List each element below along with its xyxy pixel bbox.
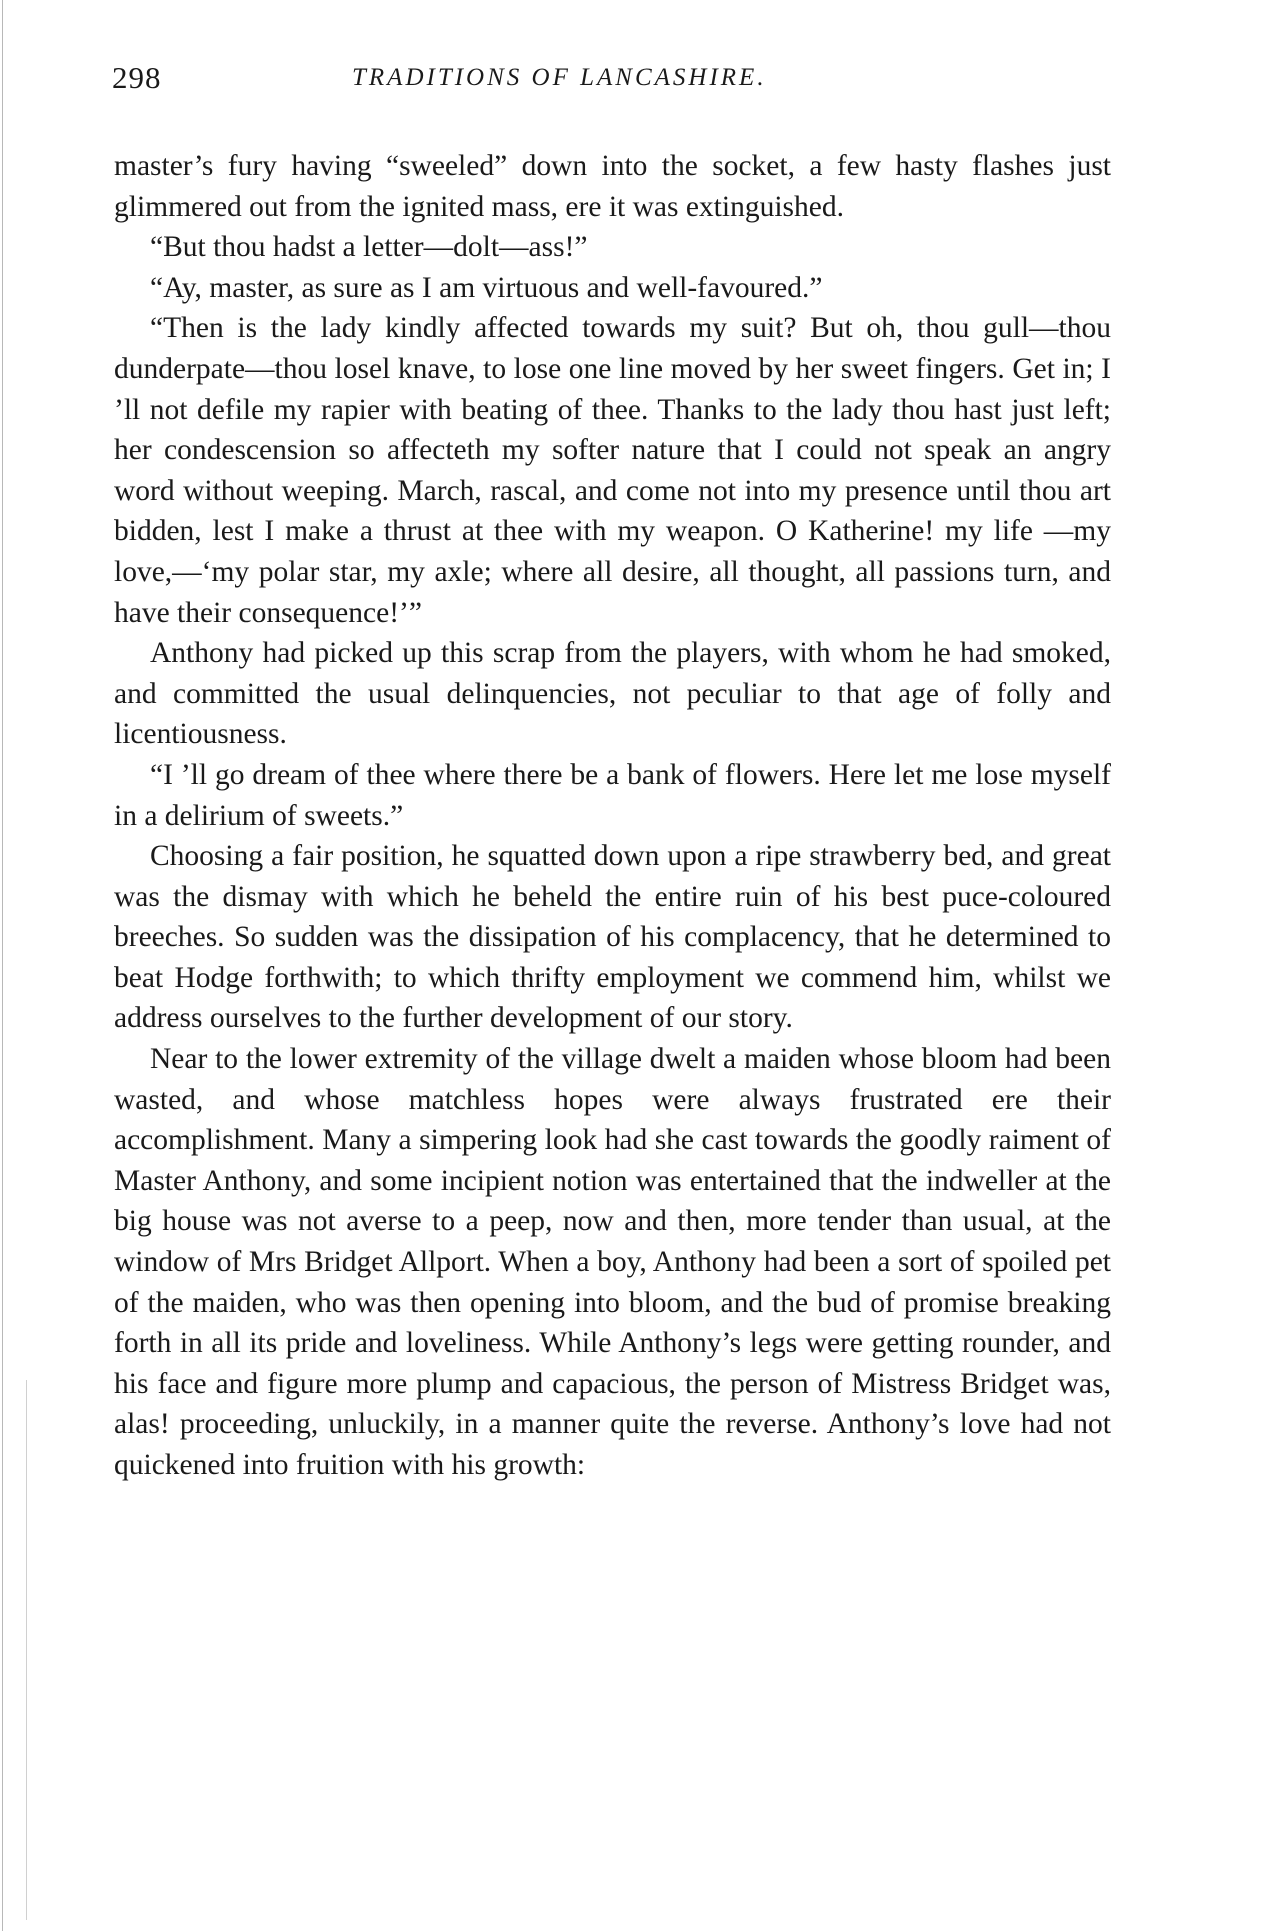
page-number: 298: [112, 60, 162, 95]
paragraph: Near to the lower extremity of the village dwelt a maiden whose bloom had been wasted, and whose matchless hopes were always frustrated ere their accomplishment. Many a simpering look had she cast towards the goodly raiment of Master Anthony, and some incipient notion was entertained that the indweller at the big house was not averse to a peep, now and then, more tender than usual, at the window of Mrs Bridget Allport. When a boy, Anthony had been a sort of spoiled pet of the maiden, who was then opening into bloom, and the bud of promise breaking forth in all its pride and loveliness. While Anthony’s legs were getting rounder, and his face and figure more plump and capacious, the person of Mistress Bridget was, alas! proceeding, unluckily, in a manner quite the reverse. Anthony’s love had not quickened into fruition with his growth:: [114, 1043, 1111, 1481]
running-head: TRADITIONS OF LANCASHIRE.: [352, 64, 767, 91]
page-edge-shadow: [26, 1380, 27, 1920]
paragraph-dialogue: “I ’ll go dream of thee where there be a bank of flowers. Here let me lose myself in a delirium of sweets.”: [114, 758, 1111, 832]
paragraph-dialogue: “Then is the lady kindly affected towards my suit? But oh, thou gull—thou dunderpate—thou losel knave, to lose one line moved by her sweet fingers. Get in; I ’ll not defile my rapier with beating of thee. Thanks to the lady thou hast just left; her condescension so affecteth my softer nature that I could not speak an angry word without weeping. March, rascal, and come not into my presence until thou art bidden, lest I make a thrust at thee with my weapon. O Katherine! my life —my love,—‘my polar star, my axle; where all desire, all thought, all passions turn, and have their consequence!’”: [114, 312, 1111, 629]
page-header: [112, 60, 1112, 120]
paragraph: Anthony had picked up this scrap from the players, with whom he had smoked, and committed the usual delinquencies, not peculiar to that age of folly and licentiousness.: [114, 637, 1111, 751]
paragraph-dialogue: “But thou hadst a letter—dolt—ass!”: [150, 231, 588, 264]
paragraph-continuation: master’s fury having “sweeled” down into the socket, a few hasty flashes just glimmered out from the ignited mass, ere it was extinguished.: [114, 150, 1111, 223]
body-text: [114, 146, 1111, 1486]
paragraph: Choosing a fair position, he squatted down upon a ripe strawberry bed, and great was the dismay with which he beheld the entire ruin of his best puce-coloured breeches. So sudden was the dissipation of his complacency, that he determined to beat Hodge forthwith; to which thrifty employment we commend him, whilst we address ourselves to the further development of our story.: [114, 840, 1111, 1035]
page-edge-line: [2, 0, 3, 1931]
paragraph-dialogue: “Ay, master, as sure as I am virtuous and well-favoured.”: [150, 271, 823, 304]
